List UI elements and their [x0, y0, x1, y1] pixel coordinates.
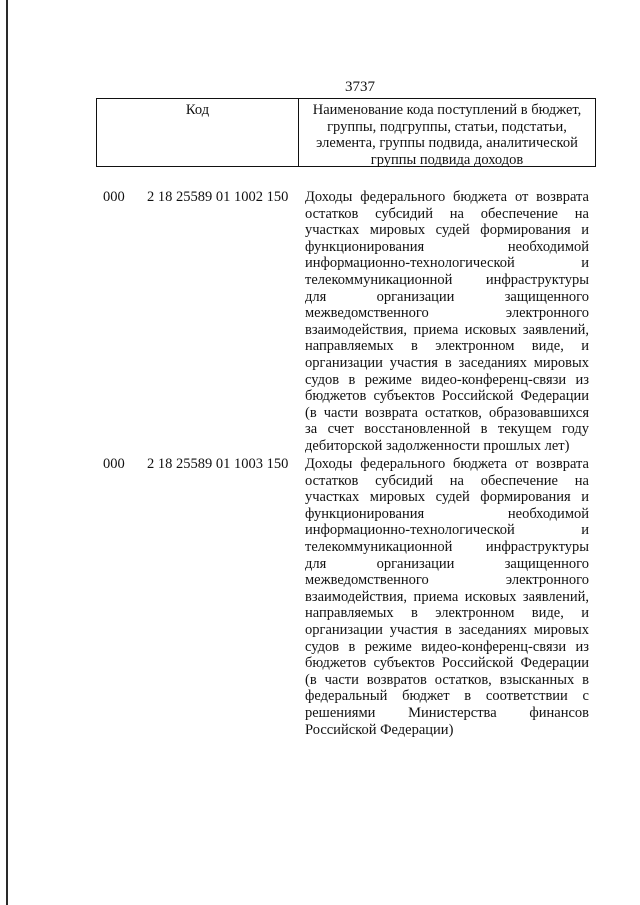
description-line: для организации защищенного — [305, 555, 589, 572]
admin-code: 000 — [103, 456, 125, 472]
income-code: 2 18 25589 01 1002 150 — [147, 189, 289, 205]
description-line: (в части возвратов остатков, взысканных в — [305, 671, 589, 688]
header-name-line: группы подвида доходов — [370, 151, 524, 168]
table-header — [96, 98, 596, 167]
description-line: остатков субсидий на обеспечение на — [305, 205, 589, 222]
description-line: федеральный бюджет в соответствии с — [305, 688, 589, 705]
description-line: дебиторской задолженности прошлых лет) — [305, 437, 570, 454]
description-line: для организации защищенного — [305, 288, 589, 305]
description-line: организации участия в заседаниях мировых — [305, 354, 589, 371]
description-line: судов в режиме видео-конференц-связи из — [305, 638, 589, 655]
description-line: (в части возврата остатков, образовавшихся — [305, 404, 589, 421]
header-name-cell — [299, 99, 595, 166]
header-name-line: Наименование кода поступлений в бюджет, — [312, 102, 582, 118]
description-line: организации участия в заседаниях мировых — [305, 621, 589, 638]
description-line: телекоммуникационной инфраструктуры — [305, 271, 589, 288]
page-left-edge — [6, 0, 8, 905]
description-line: направляемых в электронном виде, и — [305, 605, 589, 622]
description-line: функционирования необходимой — [305, 238, 589, 255]
row-description — [305, 456, 589, 738]
description-line: участках мировых судей формирования и — [305, 489, 589, 506]
page-number: 3737 — [345, 79, 375, 95]
description-line: участках мировых судей формирования и — [305, 222, 589, 239]
description-line: взаимодействия, приема исковых заявлений, — [305, 588, 589, 605]
header-name-line: группы, подгруппы, статьи, подстатьи, — [327, 118, 567, 135]
description-line: информационно-технологической и — [305, 255, 589, 272]
description-line: бюджетов субъектов Российской Федерации — [305, 388, 589, 405]
description-line: Доходы федерального бюджета от возврата — [305, 456, 589, 472]
description-line: остатков субсидий на обеспечение на — [305, 472, 589, 489]
description-line: направляемых в электронном виде, и — [305, 338, 589, 355]
description-line: телекоммуникационной инфраструктуры — [305, 538, 589, 555]
description-line: Доходы федерального бюджета от возврата — [305, 189, 589, 205]
description-line: решениями Министерства финансов — [305, 704, 589, 721]
description-line: за счет восстановленной в текущем году — [305, 421, 589, 438]
row-description — [305, 189, 589, 455]
description-line: Российской Федерации) — [305, 721, 454, 738]
header-code-cell: Код — [97, 99, 299, 166]
description-line: бюджетов субъектов Российской Федерации — [305, 655, 589, 672]
description-line: информационно-технологической и — [305, 522, 589, 539]
header-name-line: элемента, группы подвида, аналитической — [316, 135, 578, 151]
admin-code: 000 — [103, 189, 125, 205]
description-line: межведомственного электронного — [305, 572, 589, 589]
income-code: 2 18 25589 01 1003 150 — [147, 456, 289, 472]
description-line: функционирования необходимой — [305, 505, 589, 522]
description-line: межведомственного электронного — [305, 305, 589, 322]
description-line: взаимодействия, приема исковых заявлений, — [305, 321, 589, 338]
description-line: судов в режиме видео-конференц-связи из — [305, 371, 589, 388]
